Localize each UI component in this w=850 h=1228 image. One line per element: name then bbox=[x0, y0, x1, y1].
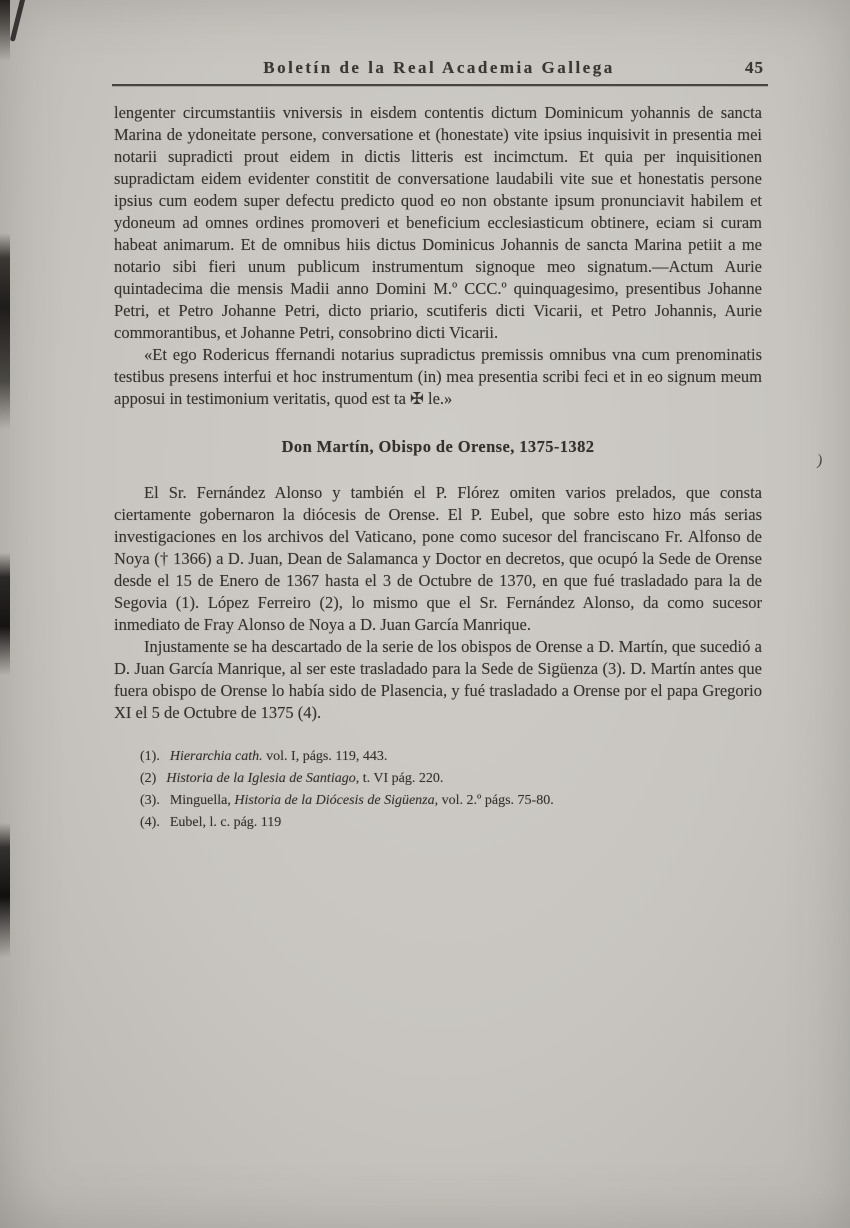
footnote-text: , vol. 2.º págs. 75-80. bbox=[434, 793, 554, 808]
page-number: 45 bbox=[745, 58, 764, 77]
footnote-text: vol. I, págs. 119, 443. bbox=[262, 749, 388, 764]
footnote-text: Eubel, l. c. pág. 119 bbox=[169, 815, 282, 830]
journal-title: Boletín de la Real Academia Gallega bbox=[263, 58, 615, 77]
footnotes-block bbox=[140, 746, 762, 834]
footnote bbox=[140, 768, 762, 790]
section-heading: Don Martín, Obispo de Orense, 1375-1382 bbox=[281, 437, 595, 456]
footnote-text: , t. VI pág. 220. bbox=[355, 771, 444, 786]
page-header bbox=[114, 58, 764, 78]
footnote-work-title: Historia de la Diócesis de Sigüenza bbox=[234, 793, 435, 808]
scan-corner-artifact bbox=[10, 0, 27, 42]
footnote-work-title: Historia de la Iglesia de Santiago bbox=[166, 771, 356, 786]
body-paragraph: Injustamente se ha descartado de la serie de los obispos de Orense a D. Martín, que sucedió a D. Juan García Manrique, al ser este trasladado para la Sede de Sigüenza (3). D. Martín antes que fuera obispo de Orense lo había sido de Plasencia, y fué trasladado a Orense por el papa Gregorio XI el 5 de Octubre de 1375 (4). bbox=[114, 637, 762, 722]
footnote bbox=[140, 812, 762, 834]
footnote-marker: (3). bbox=[140, 793, 160, 808]
body-paragraph: El Sr. Fernández Alonso y también el P. Flórez omiten varios prelados, que consta ciertamente gobernaron la diócesis de Orense. El P. Eubel, que sobre esto hizo más serias investigaciones en los archivos del Vaticano, pone como sucesor del franciscano Fr. Alfonso de Noya († 1366) a D. Juan, Dean de Salamanca y Doctor en decretos, que ocupó la Sede de Orense desde el 15 de Enero de 1367 hasta el 3 de Octubre de 1370, en que fué trasladado para la de Segovia (1). López Ferreiro (2), lo mismo que el Sr. Fernández Alonso, da como sucesor inmediato de Fray Alonso de Noya a D. Juan García Manrique. bbox=[114, 483, 762, 634]
book-binding-shadow bbox=[0, 0, 10, 1228]
footnote-marker: (4). bbox=[140, 815, 160, 830]
header-rule bbox=[112, 84, 768, 86]
latin-closing-paragraph: «Et ego Rodericus ffernandi notarius supradictus premissis omnibus vna cum prenominatis testibus presens interfui et hoc instrumentum (in) mea presentia scribi feci et in eo signum meum apposui in testimonium veritatis, quod est ta ✠ le.» bbox=[114, 345, 762, 408]
footnote-text: Minguella, bbox=[169, 793, 235, 808]
footnote bbox=[140, 746, 762, 768]
footnote-marker: (2) bbox=[140, 771, 157, 786]
page-body bbox=[114, 102, 762, 834]
scan-stray-mark: ) bbox=[815, 451, 824, 470]
latin-paragraph: lengenter circumstantiis vniversis in eisdem contentis dictum Dominicum yohannis de sancta Marina de ydoneitate persone, conversatione et (honestate) vite ipsius inquisivit in presentia mei notarii supradicti prout eidem in dictis litteris est incimctum. Et quia per inquisitionen supradictam eidem evidenter constitit de conversatione laudabili vite sue et honestatis persone ipsius cum eodem super defectu predicto quod eo non obstante ipsum pronunciavit habilem et ydoneum ad omnes ordines promoveri et beneficium ecclesiasticum obtinere, eciam si curam habeat animarum. Et de omnibus hiis dictus Dominicus Johannis de sancta Marina petiit a me notario sibi fieri unum publicum instrumentum signoque meo signatum.—Actum Aurie quintadecima die mensis Madii anno Domini M.º CCC.º quinquagesimo, presentibus Johanne Petri, et Petro Johanne Petri, dicto priario, scutiferis dicti Vicarii, et Petro Johannis, Aurie commorantibus, et Johanne Petri, consobrino dicti Vicarii. bbox=[114, 103, 762, 342]
footnote-marker: (1). bbox=[140, 749, 160, 764]
footnote-work-title: Hierarchia cath. bbox=[169, 749, 263, 764]
footnote bbox=[140, 790, 762, 812]
